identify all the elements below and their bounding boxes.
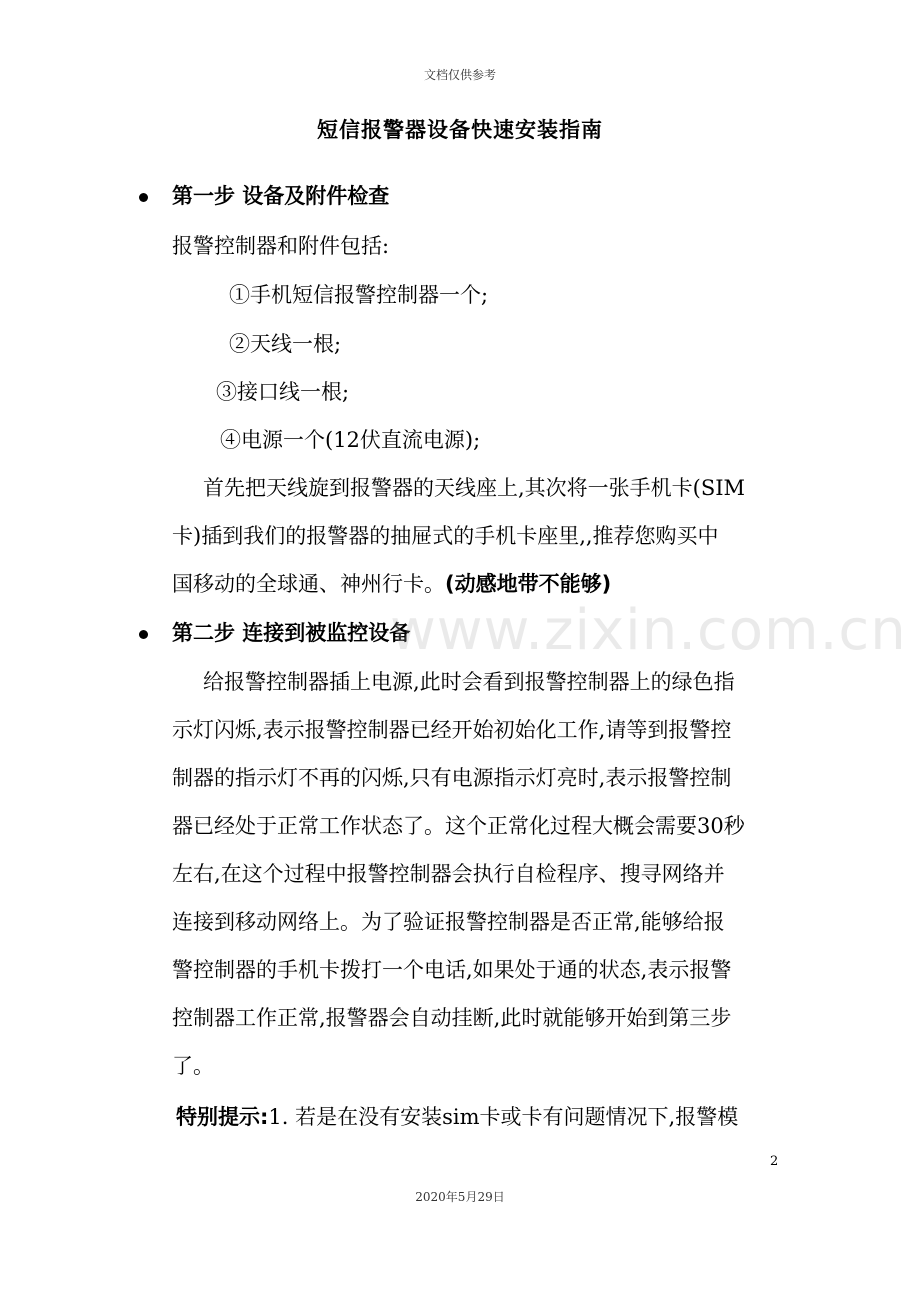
step2-paragraph-line: 制器的指示灯不再的闪烁,只有电源指示灯亮时,表示报警控制 xyxy=(172,766,732,790)
step2-paragraph-line: 连接到移动网络上。为了验证报警控制器是否正常,能够给报 xyxy=(172,910,725,934)
step2-paragraph-line: 示灯闪烁,表示报警控制器已经开始初始化工作,请等到报警控 xyxy=(172,718,732,742)
accessory-item: ④电源一个(12伏直流电源); xyxy=(220,428,481,452)
step1-paragraph-line: 首先把天线旋到报警器的天线座上,其次将一张手机卡(SIM xyxy=(203,476,746,500)
step2-paragraph-line: 器已经处于正常工作状态了。这个正常化过程大概会需要30秒 xyxy=(172,814,745,838)
step2-paragraph-line: 给报警控制器插上电源,此时会看到报警控制器上的绿色指 xyxy=(203,670,735,694)
document-title: 短信报警器设备快速安装指南 xyxy=(317,118,603,142)
step2-heading: 第二步 连接到被监控设备 xyxy=(172,621,411,645)
bullet-icon xyxy=(139,193,148,202)
step1-paragraph-line: 卡)插到我们的报警器的抽屉式的手机卡座里,,推荐您购买中 xyxy=(172,524,719,548)
step1-paragraph-text: 国移动的全球通、神州行卡。 xyxy=(172,572,445,596)
accessory-item: ②天线一根; xyxy=(229,332,342,356)
step2-paragraph-line: 控制器工作正常,报警器会自动挂断,此时就能够开始到第三步 xyxy=(172,1006,732,1030)
special-note xyxy=(176,1102,738,1132)
page-footer-date: 2020年5月29日 xyxy=(415,1190,505,1204)
bullet-icon xyxy=(139,630,148,639)
step1-paragraph-line xyxy=(172,569,611,599)
special-note-text: 1. 若是在没有安装sim卡或卡有问题情况下,报警模 xyxy=(268,1105,739,1129)
page-header: 文档仅供参考 xyxy=(423,68,496,82)
page-number: 2 xyxy=(770,1154,779,1169)
accessory-item: ①手机短信报警控制器一个; xyxy=(229,283,489,307)
step2-paragraph-line: 了。 xyxy=(172,1054,214,1078)
step1-heading: 第一步 设备及附件检查 xyxy=(172,184,390,208)
step2-paragraph-line: 左右,在这个过程中报警控制器会执行自检程序、搜寻网络并 xyxy=(172,862,725,886)
accessory-item: ③接口线一根; xyxy=(216,380,350,404)
step1-note: (动感地带不能够) xyxy=(445,572,612,596)
watermark: www.zixin.com.cn xyxy=(390,598,907,663)
step2-paragraph-line: 警控制器的手机卡拨打一个电话,如果处于通的状态,表示报警 xyxy=(172,958,732,982)
special-note-label: 特别提示: xyxy=(176,1105,269,1129)
step1-intro: 报警控制器和附件包括: xyxy=(172,234,390,258)
